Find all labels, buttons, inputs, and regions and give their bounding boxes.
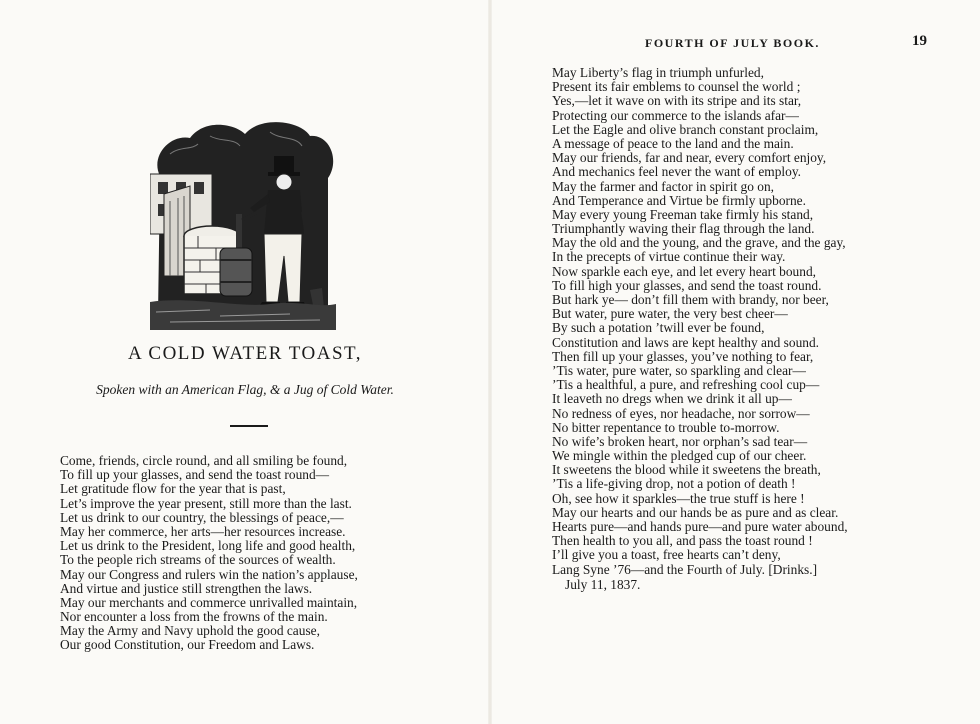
- running-head: FOURTH OF JULY BOOK.: [645, 36, 820, 50]
- verse-line: I’ll give you a toast, free hearts can’t deny,: [552, 547, 781, 563]
- verse-line: May the Army and Navy uphold the good cause,: [60, 623, 320, 639]
- verse-line: May Liberty’s flag in triumph unfurled,: [552, 65, 764, 80]
- poem-title: A COLD WATER TOAST,: [127, 343, 362, 364]
- verse-line: No wife’s broken heart, nor orphan’s sad tear—: [552, 433, 808, 449]
- verse-line: Let us drink to the President, long life and good health,: [60, 538, 356, 554]
- verse-line: No bitter repentance to trouble to-morrow.: [552, 419, 780, 435]
- verse-line: May our friends, far and near, every comfort enjoy,: [552, 150, 827, 166]
- verse-line: Present its fair emblems to counsel the world ;: [552, 79, 801, 95]
- verse-line: Yes,—let it wave on with its stripe and its star,: [552, 93, 802, 109]
- verse-line: It sweetens the blood while it sweetens the breath,: [552, 462, 821, 478]
- verse-line: ’Tis a life-giving drop, not a potion of death !: [552, 476, 796, 492]
- verse-line: May our hearts and our hands be as pure and as clear.: [552, 504, 839, 520]
- verse-line: Triumphantly waving their flag through the land.: [552, 221, 815, 237]
- verse-line: In the precepts of virtue continue their way.: [552, 249, 786, 265]
- verse-line: We mingle within the pledged cup of our cheer.: [552, 448, 807, 464]
- left-verse: [60, 454, 358, 653]
- verse-line: Constitution and laws are kept healthy and sound.: [552, 334, 820, 350]
- verse-line: It leaveth no dregs when we drink it all up—: [552, 391, 792, 407]
- verse-line: May the farmer and factor in spirit go on,: [552, 178, 774, 194]
- verse-line: But water, pure water, the very best cheer—: [552, 306, 788, 322]
- verse-line: Protecting our commerce to the islands afar—: [552, 107, 799, 123]
- verse-line: No redness of eyes, nor headache, nor sorrow—: [552, 405, 810, 421]
- verse-line: By such a potation ’twill ever be found,: [552, 320, 765, 336]
- verse-line: Let’s improve the year present, still more than the last.: [60, 495, 352, 511]
- verse-line: Lang Syne ’76—and the Fourth of July. [Drinks.]: [552, 561, 818, 577]
- verse-line: To fill high your glasses, and send the toast round.: [552, 277, 822, 293]
- verse-line: And mechanics feel never the want of employ.: [552, 164, 801, 180]
- verse-line: Nor encounter a loss from the frowns of the main.: [60, 609, 328, 625]
- verse-line: Come, friends, circle round, and all smiling be found,: [60, 453, 348, 468]
- woodcut-illustration: [150, 116, 336, 330]
- verse-line: Our good Constitution, our Freedom and Laws.: [60, 637, 315, 653]
- date-line: July 11, 1837.: [565, 577, 641, 592]
- verse-line: Oh, see how it sparkles—the true stuff is here !: [552, 490, 805, 506]
- verse-line: Let gratitude flow for the year that is past,: [60, 481, 286, 497]
- verse-line: A message of peace to the land and the main.: [552, 135, 794, 151]
- verse-line: ’Tis water, pure water, so sparkling and clear—: [552, 362, 806, 378]
- verse-line: And Temperance and Virtue be firmly upborne.: [552, 192, 806, 208]
- verse-line: May our merchants and commerce unrivalled maintain,: [60, 594, 358, 610]
- verse-line: To the people rich streams of the sources of wealth.: [60, 552, 336, 568]
- verse-line: Let us drink to our country, the blessings of peace,—: [60, 509, 344, 525]
- verse-line: May our Congress and rulers win the nation’s applause,: [60, 566, 358, 582]
- title-rule: [230, 425, 268, 427]
- right-verse: [552, 66, 848, 577]
- verse-line: May her commerce, her arts—her resources increase.: [60, 523, 346, 539]
- verse-line: May the old and the young, and the grave, and the gay,: [552, 235, 846, 251]
- verse-line: To fill up your glasses, and send the toast round—: [60, 467, 330, 483]
- verse-line: Hearts pure—and hands pure—and pure water abound,: [552, 519, 848, 534]
- page-number: 19: [912, 33, 927, 49]
- verse-line: Then health to you all, and pass the toast round !: [552, 533, 813, 549]
- verse-line: Then fill up your glasses, you’ve nothing to fear,: [552, 348, 814, 364]
- verse-line: And virtue and justice still strengthen the laws.: [60, 580, 313, 596]
- verse-line: May every young Freeman take firmly his stand,: [552, 206, 814, 222]
- verse-line: But hark ye— don’t fill them with brandy, nor beer,: [552, 292, 829, 307]
- poem-subtitle: Spoken with an American Flag, & a Jug of Cold Water.: [96, 382, 394, 397]
- verse-line: Now sparkle each eye, and let every heart bound,: [552, 263, 816, 279]
- verse-line: Let the Eagle and olive branch constant proclaim,: [552, 121, 819, 137]
- verse-line: ’Tis a healthful, a pure, and refreshing cool cup—: [552, 377, 820, 393]
- right-page: [490, 0, 980, 724]
